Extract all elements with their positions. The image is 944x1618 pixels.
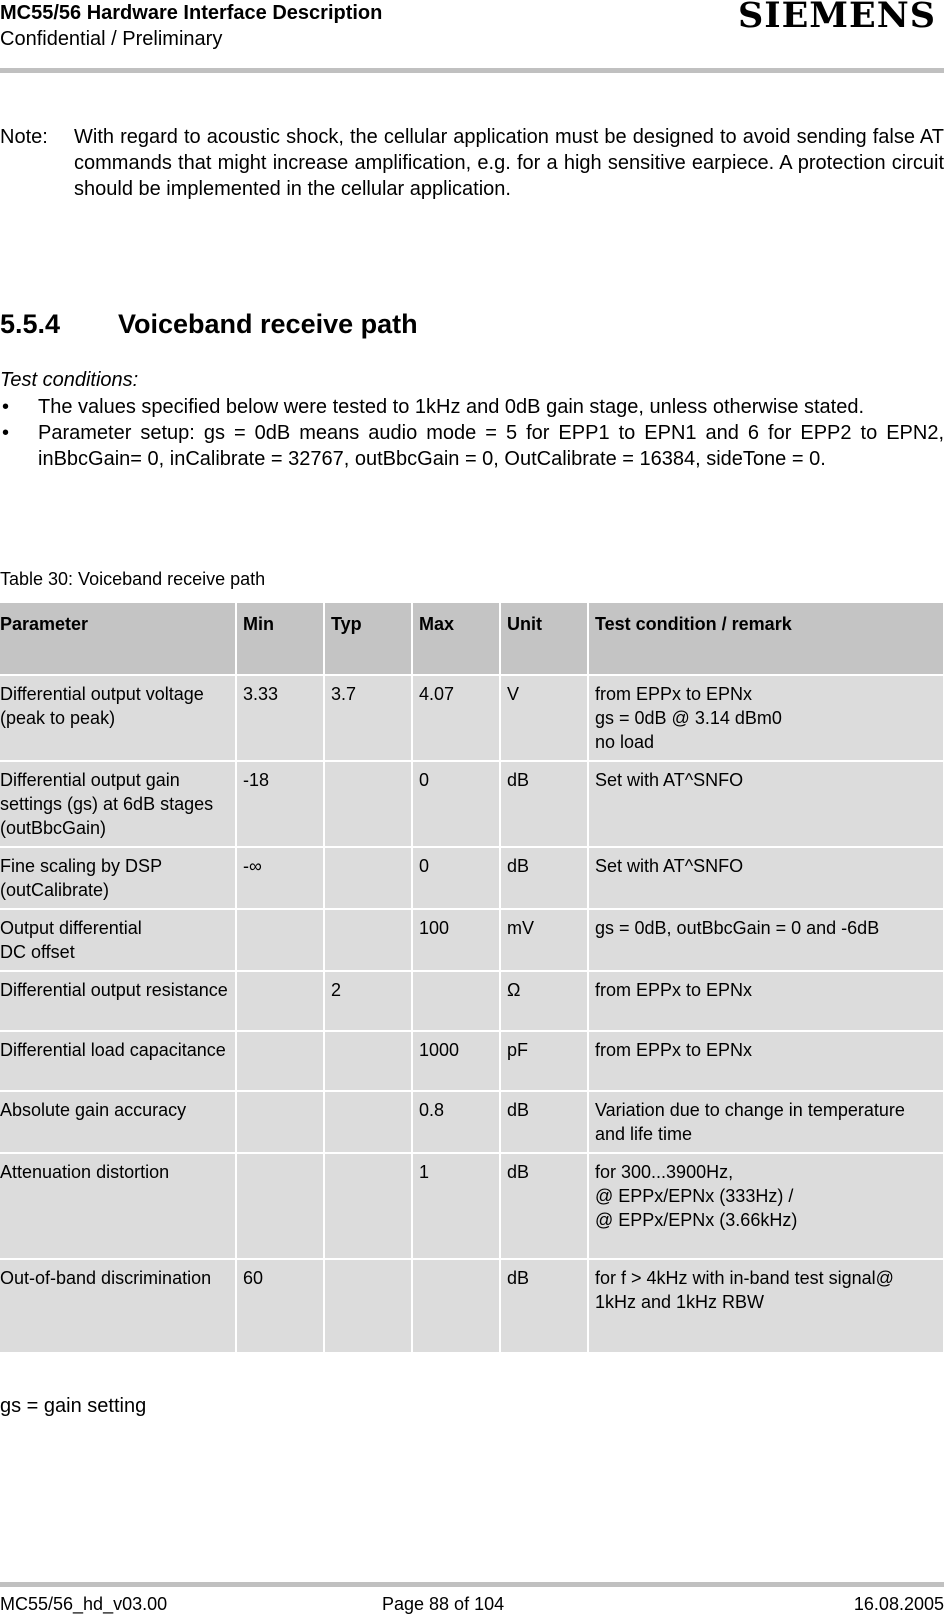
table-cell: [236, 1031, 324, 1091]
table-cell: gs = 0dB, outBbcGain = 0 and -6dB: [588, 909, 944, 971]
table-cell: 0: [412, 761, 500, 847]
table-caption: Table 30: Voiceband receive path: [0, 569, 266, 589]
table-cell: [324, 909, 412, 971]
note-label: Note:: [0, 126, 48, 148]
table-cell: 0: [412, 847, 500, 909]
table-cell: from EPPx to EPNx: [588, 1031, 944, 1091]
section-title: Voiceband receive path: [118, 309, 418, 339]
table-row: [0, 971, 944, 1031]
table-cell: 2: [324, 971, 412, 1031]
table-cell: Fine scaling by DSP (outCalibrate): [0, 847, 236, 909]
table-row: [0, 1091, 944, 1153]
table-cell: 4.07: [412, 675, 500, 761]
column-header: Min: [236, 603, 324, 675]
footer-doc-id: MC55/56_hd_v03.00: [0, 1594, 168, 1614]
table-cell: Output differential DC offset: [0, 909, 236, 971]
document-title: MC55/56 Hardware Interface Description: [0, 2, 383, 24]
table-cell: [324, 847, 412, 909]
table-cell: for f > 4kHz with in-band test signal@ 1kHz and 1kHz RBW: [588, 1259, 944, 1353]
table-cell: [412, 1259, 500, 1353]
table-cell: from EPPx to EPNx gs = 0dB @ 3.14 dBm0 no load: [588, 675, 944, 761]
table-cell: [236, 1091, 324, 1153]
bullet-icon: •: [2, 396, 10, 418]
header-rule: [0, 68, 944, 73]
column-header: Parameter: [0, 603, 236, 675]
section-number: 5.5.4: [0, 309, 61, 339]
document-subtitle: Confidential / Preliminary: [0, 28, 223, 50]
table-cell: dB: [500, 1259, 588, 1353]
table-cell: Differential output gain settings (gs) at 6dB stages (outBbcGain): [0, 761, 236, 847]
table-cell: Ω: [500, 971, 588, 1031]
table-cell: Attenuation distortion: [0, 1153, 236, 1259]
table-cell: dB: [500, 847, 588, 909]
table-cell: [236, 971, 324, 1031]
column-header: Max: [412, 603, 500, 675]
table-cell: [324, 1259, 412, 1353]
section-heading: [0, 307, 418, 341]
list-item: • The values specified below were tested to 1kHz and 0dB gain stage, unless otherwise stated.: [2, 396, 865, 418]
footer-page-number: Page 88 of 104: [382, 1594, 505, 1614]
table-cell: dB: [500, 1153, 588, 1259]
table-cell: V: [500, 675, 588, 761]
table-row: [0, 909, 944, 971]
list-item: • Parameter setup: gs = 0dB means audio mode = 5 for EPP1 to EPN1 and 6 for EPP2 to EPN2, inBbcGain= 0, inCalibrate = 32767, outBbcGain = 0, OutCalibrate = 16384, sideTone = 0.: [2, 422, 944, 470]
table-cell: [236, 909, 324, 971]
table-header-row: [0, 603, 944, 675]
footer-rule: [0, 1582, 944, 1587]
siemens-logo: SIEMENS: [737, 0, 936, 36]
table-cell: Variation due to change in temperature and life time: [588, 1091, 944, 1153]
table-cell: [412, 971, 500, 1031]
table-cell: Set with AT^SNFO: [588, 761, 944, 847]
table-cell: 0.8: [412, 1091, 500, 1153]
column-header: Typ: [324, 603, 412, 675]
table-cell: Absolute gain accuracy: [0, 1091, 236, 1153]
table-row: [0, 1031, 944, 1091]
table-cell: pF: [500, 1031, 588, 1091]
table-row: [0, 761, 944, 847]
page-header: [0, 0, 944, 70]
table-row: [0, 847, 944, 909]
table-cell: Set with AT^SNFO: [588, 847, 944, 909]
table-row: [0, 675, 944, 761]
table-row: [0, 1259, 944, 1353]
test-conditions-list: [0, 394, 944, 472]
table-row: [0, 1153, 944, 1259]
table-cell: [324, 1091, 412, 1153]
table-cell: [236, 1153, 324, 1259]
table-cell: for 300...3900Hz, @ EPPx/EPNx (333Hz) / @ EPPx/EPNx (3.66kHz): [588, 1153, 944, 1259]
voiceband-table: [0, 603, 944, 1354]
table-cell: -∞: [236, 847, 324, 909]
test-conditions-label: Test conditions:: [0, 369, 139, 391]
note-text: With regard to acoustic shock, the cellular application must be designed to avoid sending false AT commands that might increase amplification, e.g. for a high sensitive earpiece. A protection circuit should be implemented in the cellular application.: [74, 126, 944, 200]
table-cell: 100: [412, 909, 500, 971]
table-cell: 1: [412, 1153, 500, 1259]
table-cell: Differential output resistance: [0, 971, 236, 1031]
table-cell: 60: [236, 1259, 324, 1353]
table-cell: 1000: [412, 1031, 500, 1091]
table-cell: Differential load capacitance: [0, 1031, 236, 1091]
table-cell: -18: [236, 761, 324, 847]
table-cell: [324, 1031, 412, 1091]
bullet-icon: •: [2, 422, 10, 444]
table-cell: dB: [500, 761, 588, 847]
table-cell: mV: [500, 909, 588, 971]
table-cell: 3.7: [324, 675, 412, 761]
table-cell: [324, 761, 412, 847]
table-cell: Differential output voltage (peak to peak): [0, 675, 236, 761]
gs-footnote: gs = gain setting: [0, 1395, 147, 1417]
table-cell: [324, 1153, 412, 1259]
column-header: Unit: [500, 603, 588, 675]
table-cell: from EPPx to EPNx: [588, 971, 944, 1031]
column-header: Test condition / remark: [588, 603, 944, 675]
table-cell: dB: [500, 1091, 588, 1153]
table-cell: Out-of-band discrimination: [0, 1259, 236, 1353]
table-cell: 3.33: [236, 675, 324, 761]
note-block: [0, 124, 944, 202]
footer-date: 16.08.2005: [853, 1594, 944, 1614]
